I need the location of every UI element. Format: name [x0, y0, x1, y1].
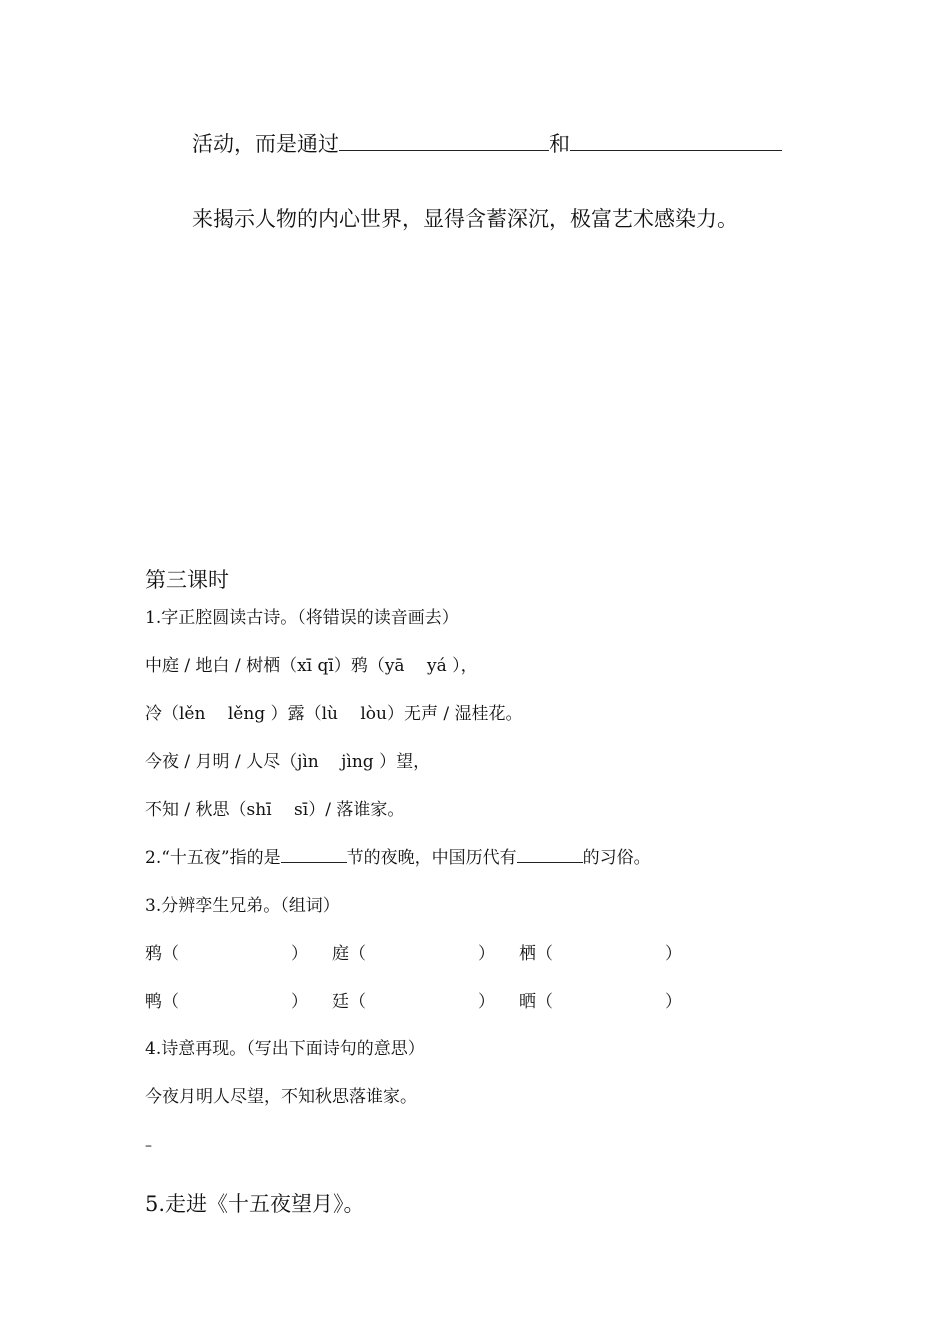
paren-close: ） [478, 992, 495, 1012]
paren-open: （ [162, 992, 179, 1012]
lesson-title: 第三课时 [145, 568, 229, 592]
q4-prompt: 4.诗意再现。（写出下面诗句的意思） [145, 1039, 425, 1059]
passage-text-b: 和 [549, 132, 570, 156]
q3-char: 鸭 [145, 992, 162, 1012]
paren-close: ） [665, 944, 682, 964]
paren-open: （ [536, 992, 553, 1012]
passage-line-2: 来揭示人物的内心世界，显得含蓄深沉，极富艺术感染力。 [192, 207, 738, 231]
q3-char: 廷 [332, 992, 349, 1012]
passage-text-a: 活动，而是通过 [192, 132, 339, 156]
q2-blank-2[interactable] [517, 861, 583, 863]
passage-line-1 [192, 128, 782, 158]
q3-row-2 [145, 987, 682, 1012]
answer-blank-1[interactable] [339, 149, 549, 151]
q5-prompt: 5.走进《十五夜望月》。 [145, 1192, 365, 1216]
q1-prompt: 1.字正腔圆读古诗。（将错误的读音画去） [145, 608, 459, 628]
q2-line [145, 843, 651, 868]
paren-open: （ [349, 944, 366, 964]
q2-text-3: 的习俗。 [582, 848, 651, 868]
poem-line-3: 今夜 / 月明 / 人尽（jìn jìng ）望， [145, 752, 431, 772]
paren-open: （ [162, 944, 179, 964]
paren-close: ） [665, 992, 682, 1012]
q3-prompt: 3.分辨孪生兄弟。（组词） [145, 896, 340, 916]
paren-close: ） [291, 992, 308, 1012]
q2-text-1: 2.“十五夜”指的是 [145, 848, 281, 868]
poem-line-2: 冷（lěn lěng ）露（lù lòu）无声 / 湿桂花。 [145, 704, 523, 724]
q3-char: 庭 [332, 944, 349, 964]
paren-close: ） [478, 944, 495, 964]
q3-char: 晒 [519, 992, 536, 1012]
q4-poem-line: 今夜月明人尽望，不知秋思落谁家。 [145, 1087, 417, 1107]
q3-char: 栖 [519, 944, 536, 964]
paren-open: （ [536, 944, 553, 964]
q2-blank-1[interactable] [281, 861, 347, 863]
paren-close: ） [291, 944, 308, 964]
poem-line-4: 不知 / 秋思（shī sī）/ 落谁家。 [145, 800, 405, 820]
q4-answer-dash[interactable]: – [145, 1138, 152, 1154]
q3-char: 鸦 [145, 944, 162, 964]
q2-text-2: 节的夜晚，中国历代有 [346, 848, 517, 868]
q3-row-1 [145, 939, 682, 964]
poem-line-1: 中庭 / 地白 / 树栖（xī qī）鸦（yā yá ）， [145, 656, 478, 676]
answer-blank-2[interactable] [570, 149, 782, 151]
paren-open: （ [349, 992, 366, 1012]
